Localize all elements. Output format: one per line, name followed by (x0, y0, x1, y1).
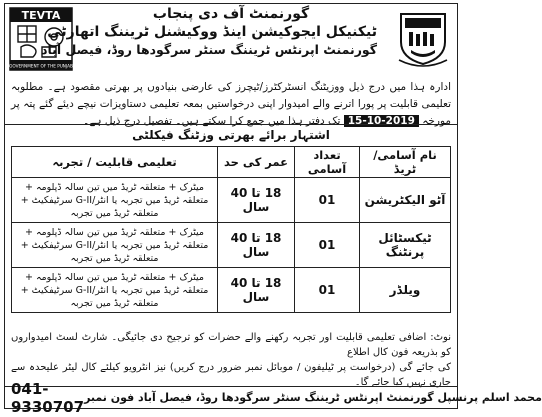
intro-part1: ادارہ ہذا میں درج ذیل ووزیٹنگ انسٹرکٹرز/ٹیچرز کی عارضی بنیادوں پر بھرتی مقصود ہے۔ مطلوبہ تعلیمی قابلیت پر پورا اترنے والے امیدوار اپنی (11, 81, 451, 110)
footer (5, 379, 542, 416)
advertisement (4, 3, 542, 416)
count-cell: 01 (295, 268, 360, 313)
header-institute: گورنمنٹ اپرنٹس ٹریننگ سنٹر سرگودھا روڈ، فیصل آباد (41, 42, 377, 57)
table-row (12, 178, 451, 223)
table-title: اشتہار برائے بھرتی وزٹنگ فیکلٹی (132, 128, 330, 142)
note-line1: نوٹ: اضافی تعلیمی قابلیت اور تجربہ رکھنے والے حضرات کو ترجیح دی جائیگی۔ شارٹ لسٹ امیدواروں کو بذریعہ فون کال اطلاع (11, 332, 451, 358)
header-post: نام آسامی/ٹریڈ (360, 147, 451, 178)
qualification-cell: میٹرک + متعلقہ ٹریڈ میں تین سالہ ڈپلومہ + متعلقہ ٹریڈ میں تجربہ یا انٹر/G-II سرٹیفکیٹ + متعلقہ ٹریڈ میں تجربہ (12, 268, 218, 313)
header-authority: ٹیکنیکل ایجوکیشن اینڈ ووکیشنل ٹریننگ اتھارٹی (47, 24, 377, 40)
age-cell: 18 تا 40 سال (218, 178, 295, 223)
intro-paragraph (11, 79, 451, 130)
logo-text-bottom: GOVERNMENT OF THE PUNJAB (9, 63, 73, 69)
table-header-row (12, 147, 451, 178)
phone-number: 041-9330707 (11, 379, 85, 416)
header-government: گورنمنٹ آف دی پنجاب (152, 6, 310, 22)
divider (5, 124, 457, 125)
age-cell: 18 تا 40 سال (218, 223, 295, 268)
count-cell: 01 (295, 223, 360, 268)
table-row (12, 223, 451, 268)
header-qualification: تعلیمی قابلیت / تجربہ (12, 147, 218, 178)
age-cell: 18 تا 40 سال (218, 268, 295, 313)
logo-text-top: TEVTA (21, 9, 61, 22)
post-cell: آٹو الیکٹریشن (360, 178, 451, 223)
count-cell: 01 (295, 178, 360, 223)
post-cell: ویلڈر (360, 268, 451, 313)
deadline-date: 15-10-2019 (344, 115, 419, 127)
intro-part2: درخواستیں بمعہ تعلیمی دستاویزات نیچے دیئے گئے پتہ پر مورخہ (11, 98, 451, 127)
qualification-cell: میٹرک + متعلقہ ٹریڈ میں تین سالہ ڈپلومہ + متعلقہ ٹریڈ میں تجربہ یا انٹر/G-II سرٹیفکیٹ + متعلقہ ٹریڈ میں تجربہ (12, 178, 218, 223)
header-age: عمر کی حد (218, 147, 295, 178)
qualification-cell: میٹرک + متعلقہ ٹریڈ میں تین سالہ ڈپلومہ + متعلقہ ٹریڈ میں تجربہ یا انٹر/G-II سرٹیفکیٹ + متعلقہ ٹریڈ میں تجربہ (12, 223, 218, 268)
sender-address: محمد اسلم پرنسپل گورنمنٹ اپرنٹس ٹریننگ سنٹر سرگودھا روڈ، فیصل آباد فون نمبر (84, 391, 542, 404)
post-cell: ٹیکسٹائل پرنٹنگ (360, 223, 451, 268)
punjab-emblem (395, 8, 451, 68)
intro-part3: تک دفتر ہذا میں جمع کرا سکتے ہیں۔ تفصیل درج ذیل ہے۔ (83, 115, 341, 127)
vacancy-table (11, 146, 451, 313)
note-line2: کی جائے گی (درخواست پر ٹیلیفون / موبائل نمبر ضرور درج کریں) نیز انٹرویو کیلئے کال لیٹر علیحدہ سے جاری نہیں کیا جائے گا۔ (11, 362, 451, 388)
table-row (12, 268, 451, 313)
header-count: تعداد آسامی (295, 147, 360, 178)
